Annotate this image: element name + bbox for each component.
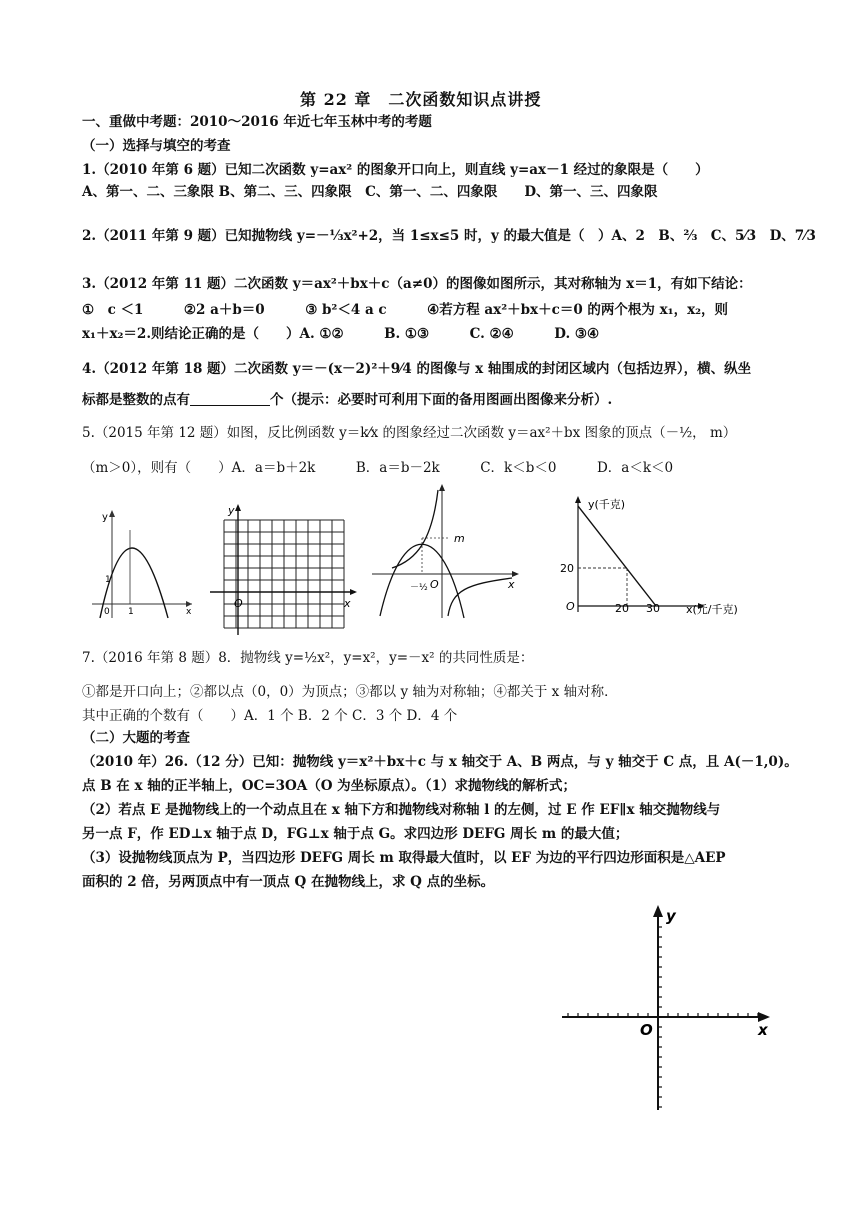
q3-line3: x₁＋x₂＝2.则结论正确的是（ ）A. ①② B. ①③ C. ②④ D. ③④: [82, 326, 600, 342]
g1-x-label: x: [186, 607, 192, 617]
q2-stem: 2.（2011 年第 9 题）已知抛物线 y=－⅓x²+2，当 1≤x≤5 时，y 的最大值是（ ）A、2 B、⅔ C、5⁄3 D、7⁄3: [82, 228, 816, 244]
g1-tick-1x: 1: [128, 607, 134, 617]
q4-line2-b: 个（提示：必要时可利用下面的备用图画出图像来分析）.: [270, 392, 613, 408]
q4-answer-blank: [190, 391, 270, 406]
q1-options: A、第一、二、三象限 B、第二、三、四象限 C、第一、二、四象限 D、第一、三、四象限: [82, 184, 658, 200]
q3-line2: ① c ＜1 ②2 a＋b＝0 ③ b²＜4 a c ④若方程 ax²＋bx＋c＝0 的两个根为 x₁，x₂，则: [82, 302, 729, 318]
q3-line1: 3.（2012 年第 11 题）二次函数 y＝ax²＋bx＋c（a≠0）的图像如图所示，其对称轴为 x＝1，有如下结论：: [82, 276, 752, 292]
subsection-heading-1: （一）选择与填空的考查: [82, 138, 231, 154]
g2-x-label: x: [344, 597, 351, 610]
q4-line2-a: 标都是整数的点有: [82, 392, 190, 408]
graph-grid: [210, 500, 360, 640]
q7-line3: 其中正确的个数有（ ）A．1 个 B．2 个 C．3 个 D．4 个: [82, 708, 458, 724]
g3-m-label: m: [454, 532, 465, 545]
subsection-heading-2: （二）大题的考查: [82, 730, 190, 746]
axes-x-label: x: [758, 1021, 768, 1039]
p26-line4: 另一点 F，作 ED⊥x 轴于点 D，FG⊥x 轴于点 G。求四边形 DEFG 周长 m 的最大值；: [82, 826, 629, 842]
graph-parabola: [92, 500, 192, 620]
q5-line2: （m＞0），则有（ ）A．a＝b＋2k B．a＝b－2k C．k＜b＜0 D．a＜k＜0: [82, 460, 674, 476]
g3-x-label: x: [508, 578, 515, 591]
g1-y-label: y: [102, 512, 108, 523]
p26-line3: （2）若点 E 是抛物线上的一个动点且在 x 轴下方和抛物线对称轴 l 的左侧，过 E 作 EF∥x 轴交抛物线与: [82, 802, 721, 818]
axes-origin: O: [640, 1021, 653, 1039]
graph-linear: [548, 490, 748, 620]
g2-y-label: y: [228, 504, 235, 517]
g4-origin: O: [566, 600, 575, 613]
g3-half-label: －½: [410, 583, 428, 593]
g4-tick-30x: 30: [646, 602, 660, 615]
section-heading-1: 一、重做中考题：2010～2016 年近七年玉林中考的考题: [82, 114, 432, 130]
q7-line2: ①都是开口向上；②都以点（0，0）为顶点；③都以 y 轴为对称轴；④都关于 x 轴对称．: [82, 684, 618, 700]
g4-tick-20x: 20: [615, 602, 629, 615]
g4-x-label: x(元/千克): [686, 603, 738, 616]
g4-tick-20y: 20: [560, 562, 574, 575]
g4-y-label: y(千克): [588, 498, 626, 511]
g3-origin: O: [430, 578, 439, 591]
graph-parabola-hyperbola: [372, 480, 522, 620]
p26-line5: （3）设抛物线顶点为 P，当四边形 DEFG 周长 m 取得最大值时，以 EF 为边的平行四边形面积是△AEP: [82, 850, 726, 866]
q4-line2: [82, 388, 612, 408]
page-title: 第 22 章 二次函数知识点讲授: [300, 90, 542, 109]
q7-line1: 7.（2016 年第 8 题）8．抛物线 y=½x²，y=x²，y=－x² 的共同性质是：: [82, 650, 534, 666]
q1-stem: 1.（2010 年第 6 题）已知二次函数 y=ax² 的图象开口向上，则直线 y=ax－1 经过的象限是（ ）: [82, 162, 709, 178]
axes-y-label: y: [666, 907, 676, 925]
q5-line1: 5.（2015 年第 12 题）如图，反比例函数 y＝k⁄x 的图象经过二次函数 y＝ax²＋bx 图象的顶点（－½， m）: [82, 425, 737, 441]
p26-line1: （2010 年）26.（12 分）已知：抛物线 y＝x²＋bx＋c 与 x 轴交于 A、B 两点，与 y 轴交于 C 点，且 A(－1,0)。: [82, 754, 798, 770]
g2-origin: O: [234, 597, 243, 610]
g1-origin: 0: [104, 607, 110, 617]
g1-tick-1y: 1: [105, 575, 111, 585]
q4-line1: 4.（2012 年第 18 题）二次函数 y＝－(x－2)²＋9⁄4 的图像与 x 轴围成的封闭区域内（包括边界），横、纵坐: [82, 361, 752, 377]
blank-coordinate-axes: [562, 905, 792, 1115]
p26-line2: 点 B 在 x 轴的正半轴上，OC=3OA（O 为坐标原点）。（1）求抛物线的解析式；: [82, 778, 577, 794]
p26-line6: 面积的 2 倍，另两顶点中有一顶点 Q 在抛物线上，求 Q 点的坐标。: [82, 874, 495, 890]
